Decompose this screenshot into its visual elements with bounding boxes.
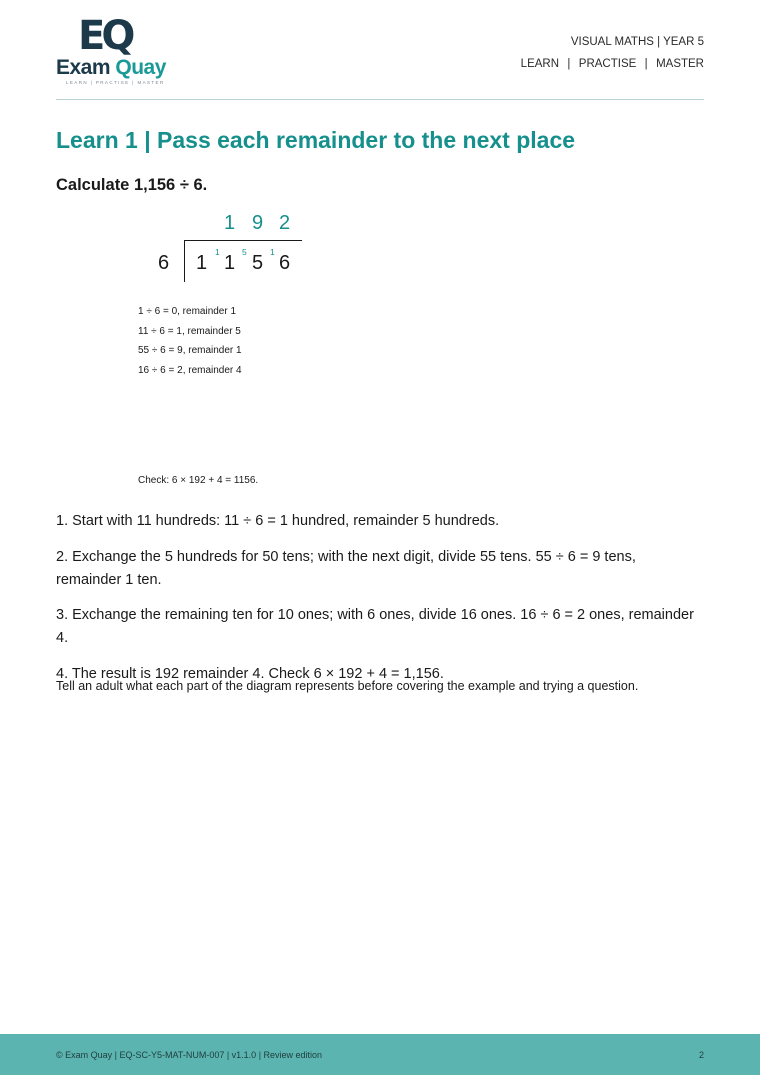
divisor: 6 — [158, 252, 170, 274]
exam-quay-logo — [56, 13, 172, 88]
header-meta — [521, 35, 704, 71]
explanation-step: 1. Start with 11 hundreds: 11 ÷ 6 = 1 hundred, remainder 5 hundreds. — [56, 513, 500, 529]
dividend-digit: 1 — [224, 252, 236, 274]
quotient-digit: 2 — [279, 212, 291, 234]
dividend-digit: 5 — [252, 252, 264, 274]
question-prompt: Calculate 1,156 ÷ 6. — [56, 176, 208, 194]
logo-brand — [56, 56, 166, 80]
bus-stop-diagram — [140, 205, 320, 295]
explanation-step: 3. Exchange the remaining ten for 10 ones; with 6 ones, divide 16 ones. 16 ÷ 6 = 2 ones, remainder 4. — [56, 607, 694, 646]
carry-digit: 5 — [242, 247, 247, 257]
quotient-digit: 1 — [224, 212, 236, 234]
logo-brand-quay: Quay — [115, 56, 166, 79]
working-step: 1 ÷ 6 = 0, remainder 1 — [138, 306, 237, 317]
division-bracket-vertical — [184, 240, 185, 282]
logo-mark: EQ — [78, 13, 132, 59]
working-step: 11 ÷ 6 = 1, remainder 5 — [138, 325, 241, 337]
footer-text: © Exam Quay | EQ-SC-Y5-MAT-NUM-007 | v1.1.0 | Review edition — [56, 1050, 323, 1060]
working-step: 55 ÷ 6 = 9, remainder 1 — [138, 345, 242, 356]
explanation-step: 2. Exchange the 5 hundreds for 50 tens; with the next digit, divide 55 tens. 55 ÷ 6 = 9 tens, remainder 1 ten. — [56, 548, 636, 588]
header-subject: VISUAL MATHS | YEAR 5 — [570, 36, 704, 48]
page-footer — [0, 1034, 760, 1075]
page-title: Learn 1 | Pass each remainder to the next place — [56, 127, 576, 153]
division-bracket-horizontal — [184, 240, 302, 241]
logo-brand-exam: Exam — [56, 56, 111, 79]
page-number: 2 — [698, 1050, 704, 1060]
carry-digit: 1 — [270, 247, 275, 257]
working-steps — [138, 302, 242, 380]
explanation-step: 4. The result is 192 remainder 4. Check 6 × 192 + 4 = 1,156. — [56, 665, 444, 682]
header-divider — [56, 99, 704, 100]
adult-note: Tell an adult what each part of the diagram represents before covering the example and trying a question. — [56, 679, 639, 693]
diagram-check: Check: 6 × 192 + 4 = 1156. — [138, 475, 259, 486]
logo-tagline: LEARN | PRACTISE | MASTER — [66, 80, 165, 85]
explanation — [56, 510, 704, 698]
quotient-digit: 9 — [252, 212, 264, 234]
working-step: 16 ÷ 6 = 2, remainder 4 — [138, 364, 242, 376]
dividend-digit: 6 — [279, 252, 291, 274]
carry-digit: 1 — [215, 247, 220, 257]
dividend-digit: 1 — [196, 252, 208, 274]
header-strap: LEARN | PRACTISE | MASTER — [520, 58, 704, 70]
